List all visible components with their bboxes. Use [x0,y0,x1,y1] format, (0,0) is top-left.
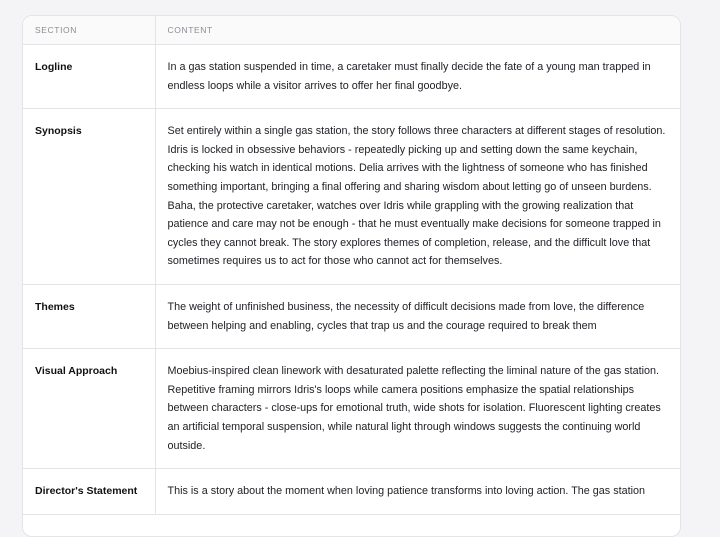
table-row-themes [23,284,680,348]
section-content: In a gas station suspended in time, a caretaker must finally decide the fate of a young man trapped in endless loops while a visitor arrives to offer her final goodbye. [155,45,680,109]
table-row-visual-approach [23,349,680,469]
section-label: Logline [23,45,155,109]
header-row [23,16,680,45]
story-document-card [22,15,681,537]
column-header-section: SECTION [23,16,155,45]
table-body [23,45,680,515]
table-header [23,16,680,45]
section-content: The weight of unfinished business, the necessity of difficult decisions made from love, the difference between helping and enabling, cycles that trap us and the courage required to break them [155,284,680,348]
section-content: This is a story about the moment when loving patience transforms into loving action. The gas station [155,469,680,515]
section-content: Moebius-inspired clean linework with desaturated palette reflecting the liminal nature of the gas station. Repetitive framing mirrors Idris's loops while camera positions emphasize the spatial relationships between characters - close-ups for emotional truth, wide shots for isolation. Fluorescent lighting creates an artificial temporal suspension, while natural light through windows suggests the continuing world outside. [155,349,680,469]
story-sections-table [23,16,680,515]
section-label: Director's Statement [23,469,155,515]
section-label: Themes [23,284,155,348]
table-row-synopsis [23,109,680,285]
section-label: Synopsis [23,109,155,285]
section-label: Visual Approach [23,349,155,469]
section-content: Set entirely within a single gas station, the story follows three characters at different stages of resolution. Idris is locked in obsessive behaviors - repeatedly picking up and setting down the same keychain, checking his watch in identical motions. Delia arrives with the lightness of someone who has finished something important, bringing a final offering and sharing wisdom about letting go of unseen burdens. Baha, the protective caretaker, watches over Idris while grappling with the growing realization that patience and care may not be enough - that he must eventually make decisions for someone trapped in cycles they cannot break. The story explores themes of completion, release, and the difficult love that sometimes requires us to act for those who cannot act for themselves. [155,109,680,285]
column-header-content: CONTENT [155,16,680,45]
table-row-directors-statement [23,469,680,515]
table-row-logline [23,45,680,109]
